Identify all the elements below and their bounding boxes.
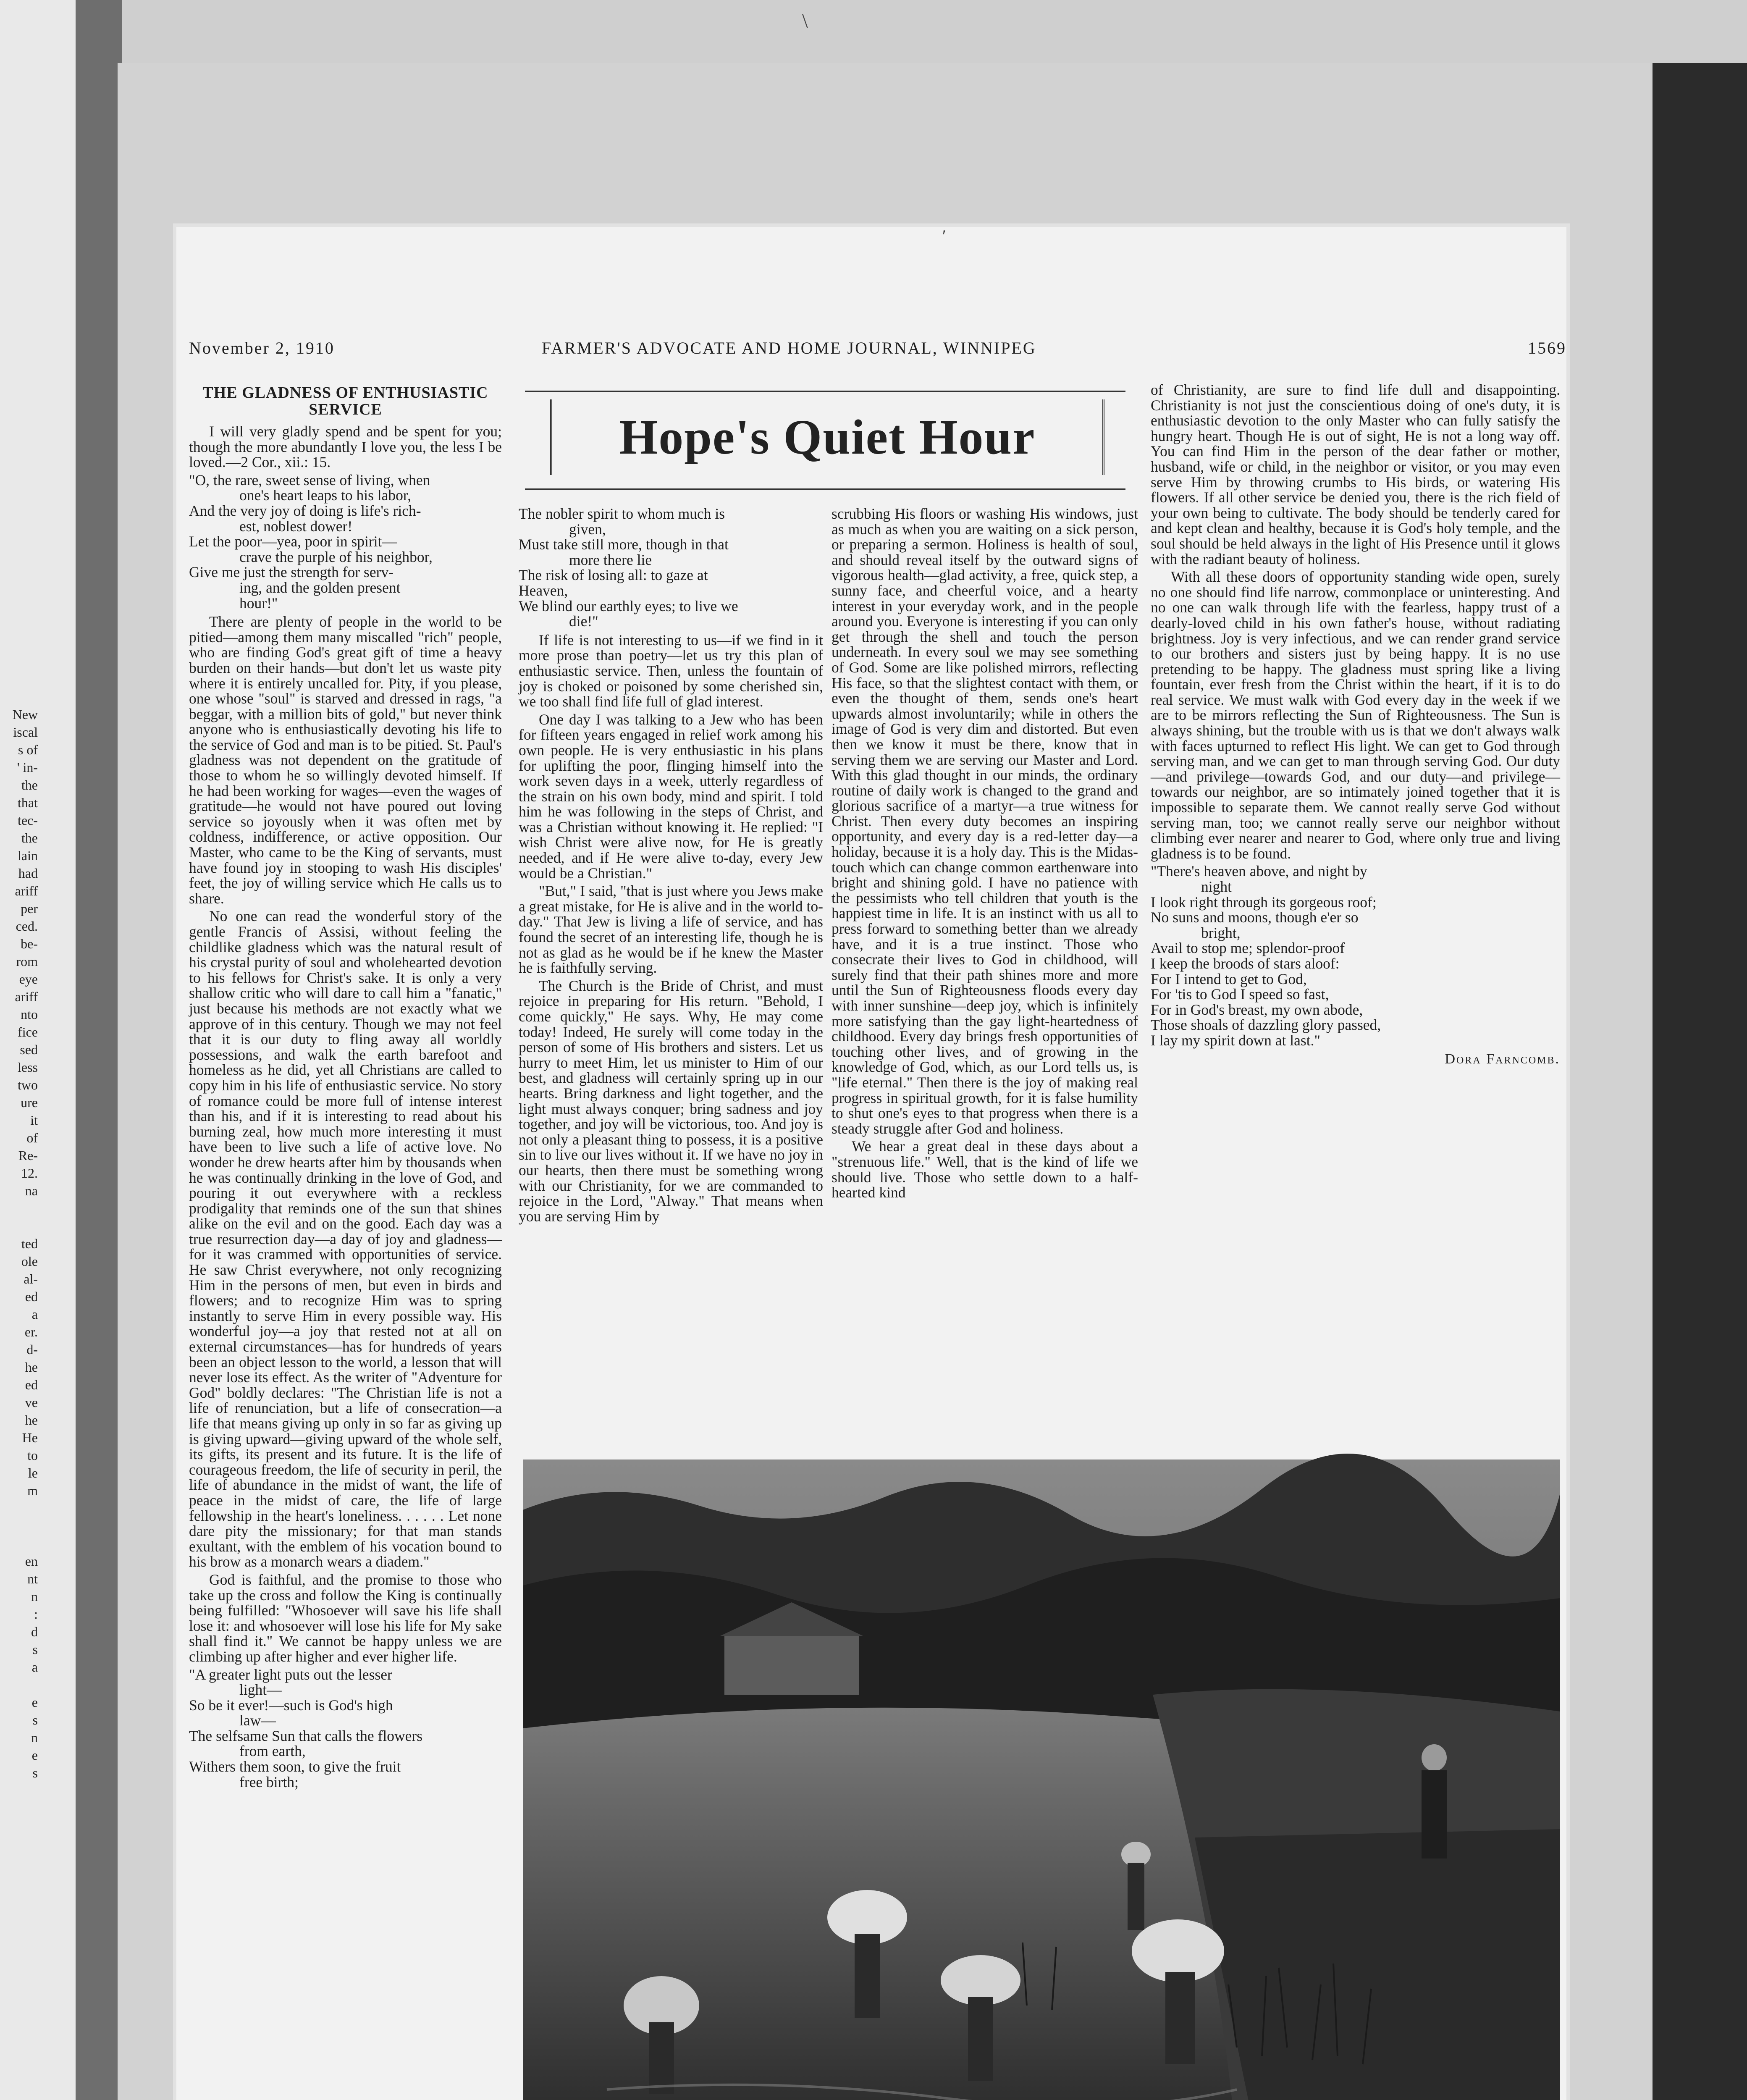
paragraph: We hear a great deal in these days about a "strenuous life." Well, that is the kind of life we should live. Those who settle down to a half-hearted kind	[832, 1138, 1138, 1201]
verse-line: free birth;	[239, 1773, 299, 1790]
paragraph: The Church is the Bride of Christ, and must rejoice in preparing for His return. "Behold, I come quickly," He says. Why, He may come today! Indeed, He surely will come today in the person of some of His brothers and sisters. Let us hurry to meet Him, let us minister to Him of our best, and gladness will certainly spring up in our hearts. Bring darkness and light together, and the light must always conquer; bring sadness and joy together, and joy will be victorious, too. And joy is not only a pleasant thing to possess, it is a positive sin to live our lives without it. If we have no joy in our hearts, then there must be something wrong with our Christianity, for we are commanded to rejoice in the Lord, "Alway." That means when you are serving Him by	[519, 977, 823, 1225]
left-fragment-line: He	[22, 1430, 38, 1445]
verse-line: hour!"	[239, 594, 278, 612]
left-fragment-line: na	[25, 1183, 38, 1198]
left-fragment-line: iscal	[13, 724, 38, 740]
paragraph: "But," I said, "that is just where you Jews make a great mistake, for He is alive and in the world to-day." That Jew is living a life of service, and has found the secret of an interesting life, though he is not as glad as he would be if he knew the Master he is faithfully serving.	[519, 882, 823, 976]
left-fragment-line: e	[31, 1695, 38, 1710]
verse-line: Let the poor—yea, poor in spirit—	[189, 533, 397, 550]
verse-line: ing, and the golden present	[239, 579, 401, 596]
header-page-number: 1569	[1528, 339, 1566, 357]
poem-2	[189, 1667, 502, 1790]
left-fragment-line: s	[32, 1765, 38, 1780]
left-page-text-fragments	[0, 706, 38, 1780]
page-header	[189, 338, 1566, 363]
left-fragment-line: ure	[21, 1095, 38, 1110]
left-fragment-line: to	[27, 1448, 38, 1463]
verse-line: For 'tis to God I speed so fast,	[1151, 986, 1329, 1003]
verse-line: crave the purple of his neighbor,	[239, 548, 433, 565]
left-fragment-line: New	[12, 707, 38, 722]
verse-line: The selfsame Sun that calls the flowers	[189, 1727, 423, 1744]
verse-line: law—	[239, 1712, 276, 1729]
left-fragment-line: that	[18, 795, 38, 810]
poem-1	[189, 472, 502, 611]
verse-line: from earth,	[239, 1743, 306, 1760]
author-signature: Dora Farncomb.	[1445, 1051, 1560, 1067]
pen-mark: \	[802, 9, 808, 32]
left-fragment-line: m	[27, 1483, 38, 1498]
left-fragment-line: he	[25, 1412, 38, 1428]
verse-line: more there lie	[569, 551, 652, 568]
verse-line: I keep the broods of stars aloof:	[1151, 955, 1340, 972]
poem-3	[519, 506, 823, 629]
left-fragment-line: ariff	[15, 989, 38, 1004]
paragraph: There are plenty of people in the world to be pitied—among them many miscalled "rich" people, who are finding God's great gift of time a heavy burden on their hands—but don't let us waste pity where it is entirely uncalled for. Pity, if you please, one whose "soul" is starved and dressed in rags, "a beggar, with a million bits of gold," but never think anyone who is enthusiastically devoting his life to the service of God and man is to be pitied. St. Paul's gladness was not dependent on the gratitude of those to whom he so willingly devoted himself. If he had been working for wages—even the wages of gratitude—he would not have poured out loving service so joyously when it was often met by coldness, indifference, or active opposition. Our Master, who came to be the King of servants, must have found joy in stooping to wash His disciples' feet, the joy of willing service which He calls us to share.	[189, 613, 502, 907]
header-journal: FARMER'S ADVOCATE AND HOME JOURNAL, WINNIPEG	[542, 339, 1036, 357]
left-fragment-line: the	[21, 830, 38, 845]
paragraph: One day I was talking to a Jew who has been for fifteen years engaged in relief work among his own people. He is very enthusiastic in his plans for uplifting the poor, flinging himself into the work seven days in a week, utterly regardless of the strain on his own body, mind and spirit. I told him he was following in the steps of Christ, and was a Christian without knowing it. He replied: "I wish Christ were alive now, for He is greatly needed, and if He were alive to-day, every Jew would be a Christian."	[519, 711, 823, 882]
left-fragment-line: ' in-	[17, 760, 38, 775]
left-fragment-line: en	[25, 1554, 38, 1569]
left-fragment-line: d	[31, 1624, 38, 1639]
photo-scene	[523, 1460, 1560, 2100]
verse-line: The risk of losing all: to gaze at	[519, 567, 708, 584]
paragraph: If life is not interesting to us—if we find in it more prose than poetry—let us try this plan of enthusiastic service. Then, unless the fountain of joy is choked or poisoned by some cherished sin, we too shall find life full of glad interest.	[519, 631, 823, 710]
left-fragment-line: ed	[25, 1377, 38, 1392]
left-fragment-line: s	[32, 1712, 38, 1727]
ink-mark: ʹ	[942, 226, 946, 245]
column-4	[1151, 382, 1560, 1455]
paragraph: With all these doors of opportunity standing wide open, surely no one should find life narrow, commonplace or uninteresting. And no one can walk through life with the fearless, happy trust of a dearly-loved child in his own father's house, without radiating brightness. Joy is very infectious, and we can render grand service to our brothers and sisters just by being happy. It is no use pretending to be happy. The gladness must spring like a living fountain, ever fresh from the Christ within the heart, if it is to do real service. We must walk with God every day in the week if we are to be mirrors reflecting the Sun of Righteousness. The Sun is always shining, but the trouble with us is that we don't always walk with faces upturned to reflect His light. We can get to God through serving man, and we can get to man through serving God. Our duty—and privilege—towards God, and our duty—and privilege—towards our neighbor, are so intimately joined together that it is impossible to separate them. We cannot really serve God without serving man, too; we cannot really serve our neighbor without climbing ever nearer and nearer to God, where only true and living gladness is to be found.	[1151, 568, 1560, 862]
masthead-box	[550, 399, 1104, 475]
left-fragment-line	[0, 1217, 38, 1235]
verse-line: night	[1201, 878, 1232, 895]
book-binding	[76, 0, 122, 2100]
verse-line: And the very joy of doing is life's rich-	[189, 502, 421, 519]
left-fragment-line: ariff	[15, 883, 38, 898]
verse-line: light—	[239, 1681, 282, 1698]
left-fragment-line: d-	[26, 1342, 38, 1357]
left-fragment-line	[0, 1200, 38, 1217]
verse-line: Avail to stop me; splendor-proof	[1151, 940, 1345, 957]
verse-line: No suns and moons, though e'er so	[1151, 909, 1359, 926]
paragraph: No one can read the wonderful story of the gentle Francis of Assisi, without feeling the childlike gladness which was the natural result of his crystal purity of soul and wholehearted devotion to his fellows for Christ's sake. It is only a very shallow critic who will dare to call him a "fanatic," just because his methods are not exactly what we approve of in this century. Though we may not feel that it is our duty to fling away all worldly possessions, and walk the earth barefoot and homeless as he did, yet all Christians are called to copy him in his life of enthusiastic service. No story of romance could be more full of intense interest than his, and if it is interesting to read about his burning zeal, how much more interesting it must have been to live such a life of active love. No wonder he drew hearts after him by thousands when he was continually drinking in the love of God, and pouring it out everywhere with a reckless prodigality that reminds one of the sun that shines alike on the evil and on the good. Each day was a true resurrection day—a day of joy and gladness—for it was crammed with opportunities of service. He saw Christ everywhere, not only recognizing Him in the persons of men, but even in birds and flowers; and to recognize Him was to spring instantly to serve Him in every possible way. His wonderful joy—a joy that rested not at all on external circumstances—has for hundreds of years been an object lesson to the world, a lesson that will never lose its effect. As the writer of "Adventure for God" boldly declares: "The Christian life is not a life of renunciation, but a life of consecration—a life that means giving up only in so far as giving up is giving upward—giving upward of the whole self, its gifts, its present and its future. It is the life of courageous freedom, the life of security in peril, the life of abundance in the midst of want, the life of peace in the midst of care, the life of large fellowship in the heart's loneliness. . . . . . Let none dare pity the missionary; for that man stands exultant, with the emblem of his vocation bound to his brow as a monarch wears a diadem."	[189, 908, 502, 1570]
left-fragment-line: the	[21, 777, 38, 793]
verse-line: "There's heaven above, and night by	[1151, 863, 1367, 880]
verse-line: I lay my spirit down at last."	[1151, 1032, 1320, 1049]
left-fragment-line: n	[31, 1730, 38, 1745]
left-fragment-line: two	[18, 1077, 38, 1092]
left-fragment-line: n	[31, 1589, 38, 1604]
column-1-body	[189, 614, 502, 1664]
left-fragment-line: :	[34, 1606, 38, 1622]
left-fragment-line: er.	[24, 1324, 38, 1339]
column-4-body	[1151, 382, 1560, 861]
left-fragment-line: nt	[27, 1571, 38, 1586]
left-fragment-line: of	[26, 1130, 38, 1145]
verse-line: For I intend to get to God,	[1151, 970, 1307, 987]
left-fragment-line: s of	[18, 742, 38, 757]
left-fragment-line: al-	[24, 1271, 38, 1286]
left-fragment-line: 12.	[21, 1166, 38, 1181]
left-fragment-line: rom	[16, 954, 38, 969]
paragraph: of Christianity, are sure to find life dull and disappointing. Christianity is not just the conscientious doing of one's duty, it is enthusiastic devotion to the only Master who can fully satisfy the hungry heart. Though He is out of sight, He is not a long way off. You can find Him in the person of the dear father or mother, husband, wife or child, in the neighbor or visitor, or you may even serve Him by throwing crumbs to His birds, or watering His flowers. If all other service be denied you, there is the rich field of your own being to cultivate. The body should be tenderly cared for and kept clean and healthy, because it is God's holy temple, and the soul should be held always in the light of His Presence until it glows with the radiant beauty of holiness.	[1151, 381, 1560, 567]
left-fragment-line	[0, 1535, 38, 1552]
photograph	[523, 1460, 1560, 2100]
verse-line: Give me just the strength for serv-	[189, 564, 394, 581]
left-fragment-line: le	[28, 1465, 38, 1480]
left-fragment-line	[0, 1499, 38, 1517]
left-fragment-line: tec-	[18, 813, 38, 828]
verse-line: one's heart leaps to his labor,	[239, 487, 412, 504]
verse-line: "O, the rare, sweet sense of living, when	[189, 471, 430, 488]
left-fragment-line: fice	[18, 1024, 38, 1040]
right-dark-edge	[1653, 63, 1747, 2100]
verse-line: "A greater light puts out the lesser	[189, 1666, 392, 1683]
column-1	[189, 384, 502, 2100]
verse-line: est, noblest dower!	[239, 517, 353, 535]
verse-line: The nobler spirit to whom much is	[519, 505, 725, 522]
left-fragment-line	[0, 1517, 38, 1535]
verse-line: Must take still more, though in that	[519, 536, 729, 553]
verse-line: I look right through its gorgeous roof;	[1151, 893, 1377, 911]
paragraph: scrubbing His floors or washing His windows, just as much as when you are waiting on a sick person, or preparing a sermon. Holiness is health of soul, and should reveal itself by the outward signs of vigorous health—glad activity, a free, quick step, a sunny face, and cheerful voice, and a hearty interest in your everyday work, and in the people around you. Everyone is interesting if you can only get through the shell and touch the person underneath. In every soul we may see something of God. Some are like polished mirrors, reflecting His face, so that the slightest contact with them, or even the thought of them, sends one's heart upwards almost involuntarily; while in others the image of God is very dim and distorted. But even then we know it must be there, know that in serving them we are serving our Master and Lord. With this glad thought in our minds, the ordinary routine of daily work is changed to the grand and glorious sacrifice of a martyr—a true witness for Christ. Then every duty becomes an inspiring opportunity, and every day is a red-letter day—a holiday, because it is a holy day. This is the Midas-touch which can change common earthenware into bright and shining gold. I have no patience with the pessimists who tell children that youth is the happiest time in life. It is an instinct with us all to press forward to something better than we already have, and it is a true instinct. Those who consecrate their lives to God in childhood, will surely find that their path shines more and more until the Sun of Righteousness floods every day with inner sunshine—deep joy, which is infinitely more satisfying than the gay light-heartedness of childhood. Every day brings fresh opportunities of touching other lives, and of growing in the knowledge of God, which, as our Lord tells us, is "life eternal." Then there is the joy of making real progress in spiritual growth, for it is false humility to shut one's eyes to that progress when there is a steady struggle after God and holiness.	[832, 505, 1138, 1137]
verse-line: Heaven,	[519, 582, 568, 599]
left-fragment-line: a	[31, 1307, 38, 1322]
left-fragment-line: lain	[18, 848, 38, 863]
verse-line: Withers them soon, to give the fruit	[189, 1758, 401, 1775]
column-2	[519, 506, 823, 1451]
left-fragment-line: a	[31, 1659, 38, 1675]
left-fragment-line: e	[31, 1748, 38, 1763]
verse-line: bright,	[1201, 924, 1241, 941]
left-fragment-line: nto	[21, 1007, 38, 1022]
column-3-body	[832, 506, 1138, 1200]
left-fragment-line: ole	[21, 1254, 38, 1269]
left-fragment-line: ced.	[16, 919, 38, 934]
masthead	[525, 391, 1125, 490]
verse-line: For in God's breast, my own abode,	[1151, 1001, 1363, 1018]
epigraph: I will very gladly spend and be spent for you; though the more abundantly I love you, the less I be loved.—2 Cor., xii.: 15.	[189, 423, 502, 471]
left-fragment-line	[0, 1676, 38, 1693]
left-fragment-line: Re-	[18, 1148, 38, 1163]
left-fragment-line: eye	[19, 971, 38, 987]
article-title: THE GLADNESS OF ENTHUSIASTIC SERVICE	[202, 384, 488, 418]
left-fragment-line: s	[32, 1642, 38, 1657]
left-fragment-line: had	[18, 866, 38, 881]
verse-line: So be it ever!—such is God's high	[189, 1696, 393, 1714]
verse-line: die!"	[569, 613, 598, 630]
left-fragment-line: ed	[25, 1289, 38, 1304]
left-fragment-line: ve	[25, 1395, 38, 1410]
left-fragment-line: less	[18, 1060, 38, 1075]
left-fragment-line: be-	[21, 936, 38, 951]
left-fragment-line: it	[30, 1113, 38, 1128]
poem-4	[1151, 864, 1560, 1048]
column-2-body	[519, 633, 823, 1224]
header-date: November 2, 1910	[189, 339, 335, 357]
verse-line: We blind our earthly eyes; to live we	[519, 597, 738, 614]
column-3	[832, 506, 1138, 1451]
left-fragment-line: per	[21, 901, 38, 916]
verse-line: Those shoals of dazzling glory passed,	[1151, 1016, 1381, 1034]
verse-line: given,	[569, 520, 606, 538]
masthead-title: Hope's Quiet Hour	[619, 410, 1036, 465]
paragraph: God is faithful, and the promise to those who take up the cross and follow the King is continually being fulfilled: "Whosoever will save his life shall lose it: and whosoever will lose his life for My sake shall find it." We cannot be happy unless we are climbing up after higher and ever higher life.	[189, 1571, 502, 1665]
left-fragment-line: sed	[20, 1042, 38, 1057]
left-fragment-line: ted	[21, 1236, 38, 1251]
left-fragment-line: he	[25, 1360, 38, 1375]
